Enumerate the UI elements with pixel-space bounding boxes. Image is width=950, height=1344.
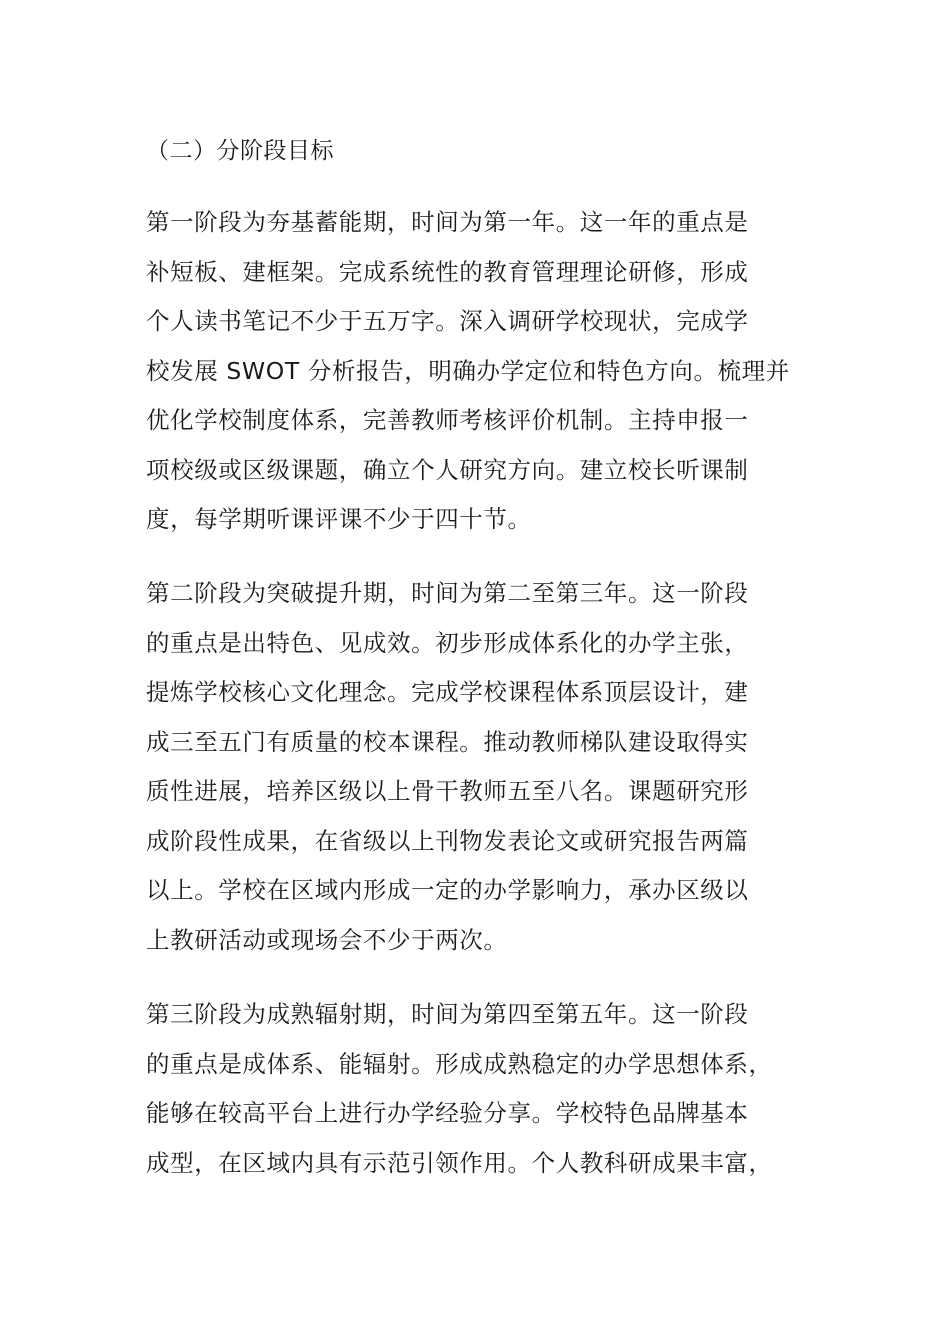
- paragraph-stage-two: [146, 569, 826, 965]
- text-line: 校发展 SWOT 分析报告，明确办学定位和特色方向。梳理并: [146, 356, 790, 385]
- text-line: 以上。学校在区域内形成一定的办学影响力，承办区级以: [146, 876, 749, 904]
- text-line: 成型，在区域内具有示范引领作用。个人教科研成果丰富，: [146, 1148, 773, 1177]
- text-line: 能够在较高平台上进行办学经验分享。学校特色品牌基本: [146, 1099, 749, 1127]
- text-line: 上教研活动或现场会不少于两次。: [146, 925, 508, 954]
- text-line: 优化学校制度体系，完善教师考核评价机制。主持申报一: [146, 406, 749, 434]
- paragraph-stage-one: [146, 198, 826, 545]
- text-line: 项校级或区级课题，确立个人研究方向。建立校长听课制: [146, 455, 749, 484]
- text-line: 度，每学期听课评课不少于四十节。: [146, 505, 532, 533]
- text-line: 成阶段性成果，在省级以上刊物发表论文或研究报告两篇: [146, 826, 749, 855]
- text-line: 第二阶段为突破提升期，时间为第二至第三年。这一阶段: [146, 579, 749, 607]
- text-line: 成三至五门有质量的校本课程。推动教师梯队建设取得实: [146, 727, 749, 756]
- text-line: 质性进展，培养区级以上骨干教师五至八名。课题研究形: [146, 777, 749, 805]
- section-heading: （二）分阶段目标: [146, 138, 334, 164]
- text-line: 第三阶段为成熟辐射期，时间为第四至第五年。这一阶段: [146, 1000, 749, 1028]
- text-line: 提炼学校核心文化理念。完成学校课程体系顶层设计，建: [146, 678, 749, 706]
- text-line: 的重点是出特色、见成效。初步形成体系化的办学主张，: [146, 628, 749, 657]
- text-line: 个人读书笔记不少于五万字。深入调研学校现状，完成学: [146, 307, 749, 335]
- text-line: 的重点是成体系、能辐射。形成成熟稳定的办学思想体系，: [146, 1049, 773, 1078]
- text-line: 第一阶段为夯基蓄能期，时间为第一年。这一年的重点是: [146, 208, 749, 236]
- text-line: 补短板、建框架。完成系统性的教育管理理论研修，形成: [146, 257, 749, 286]
- paragraph-stage-three: [146, 990, 826, 1188]
